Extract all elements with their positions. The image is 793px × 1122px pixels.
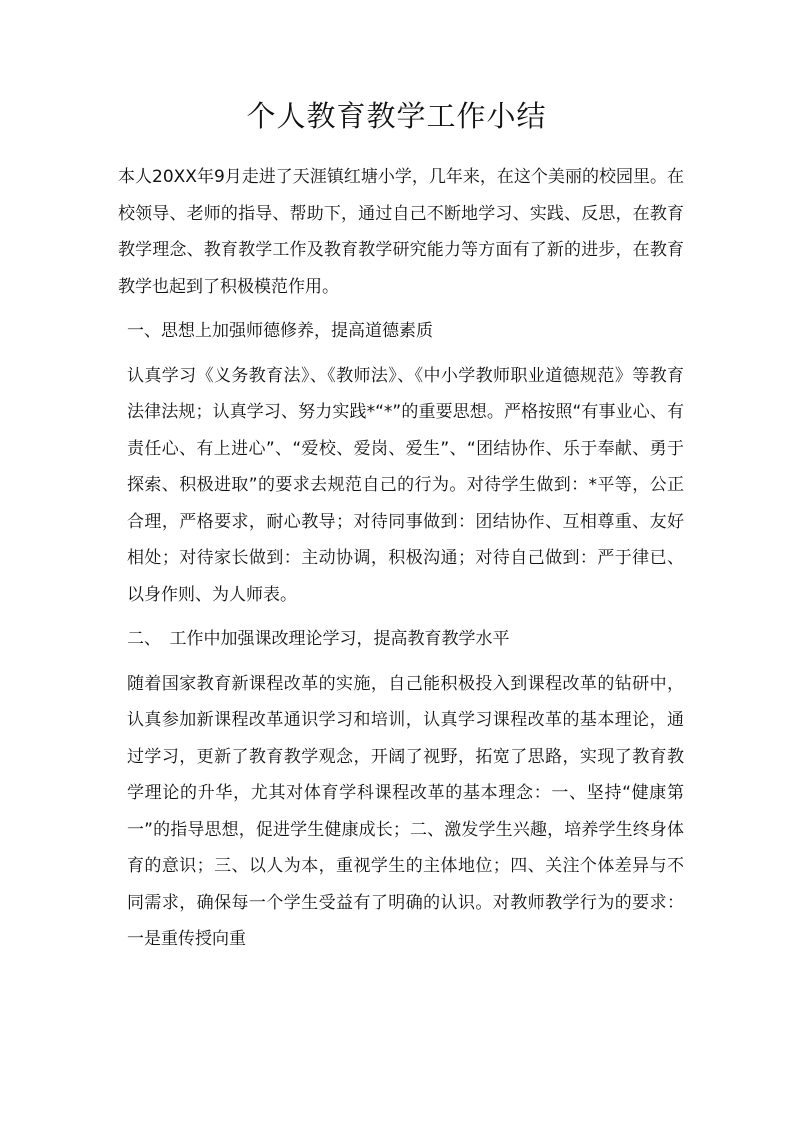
document-body <box>118 159 684 958</box>
document-title: 个人教育教学工作小结 <box>246 99 547 133</box>
spacer <box>118 658 684 666</box>
section-2-paragraph: 随着国家教育新课程改革的实施，自己能积极投入到课程改革的钻研中，认真参加新课程改革通识学习和培训，认真学习课程改革的基本理论，通过学习，更新了教育教学观念，开阔了视野，拓宽了思路，实现了教育教学理论的升华，尤其对体育学科课程改革的基本理念：一、坚持“健康第一”的指导思想，促进学生健康成长；二、激发学生兴趣，培养学生终身体育的意识；三、以人为本，重视学生的主体地位；四、关注个体差异与不同需求，确保每一个学生受益有了明确的认识。对教师教学行为的要求：一是重传授向重 <box>127 673 684 949</box>
spacer <box>118 613 684 621</box>
spacer <box>118 305 684 313</box>
intro-paragraph: 本人20XX年9月走进了天涯镇红塘小学，几年来，在这个美丽的校园里。在校领导、老师的指导、帮助下，通过自己不断地学习、实践、反思，在教育教学理念、教育教学工作及教育教学研究能力等方面有了新的进步，在教育教学也起到了积极模范作用。 <box>118 167 684 297</box>
section-2-heading: 二、 工作中加强课改理论学习，提高教育教学水平 <box>127 629 510 649</box>
section-1-paragraph: 认真学习《义务教育法》、《教师法》、《中小学教师职业道德规范》等教育法律法规；认真学习、努力实践*“*”的重要思想。严格按照“有事业心、有责任心、有上进心”、“爱校、爱岗、爱生”、“团结协作、乐于奉献、勇于探索、积极进取”的要求去规范自己的行为。对待学生做到：*平等，公正合理，严格要求，耐心教导；对待同事做到：团结协作、互相尊重、友好相处；对待家长做到：主动协调，积极沟通；对待自己做到：严于律已、以身作则、为人师表。 <box>127 365 684 605</box>
section-1-heading: 一、思想上加强师德修养，提高道德素质 <box>127 321 433 341</box>
spacer <box>118 350 684 358</box>
